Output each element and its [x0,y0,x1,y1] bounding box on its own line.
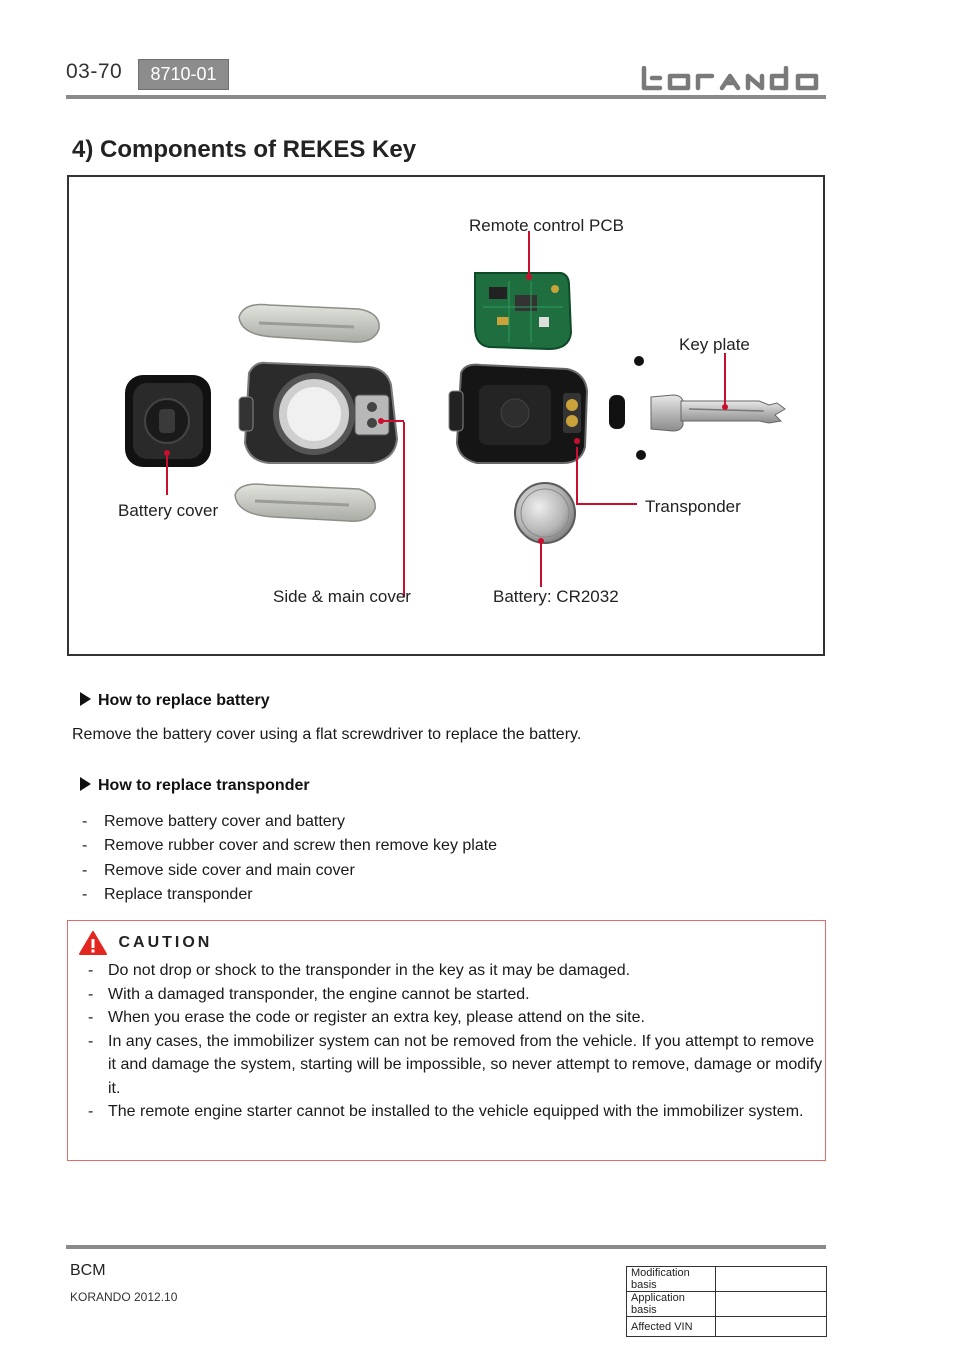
screw-parts [634,356,646,460]
modification-table [626,1266,827,1337]
warning-triangle-icon [78,930,108,956]
page-title: 4) Components of REKES Key [72,136,417,163]
rekes-key-illustration [69,177,823,654]
key-plate-part [651,395,785,431]
list-item: - Remove side cover and main cover [82,862,355,879]
header-rule [66,95,826,99]
page-number: 03-70 [66,60,123,83]
caution-title: CAUTION [118,934,213,951]
brand-logo [640,66,828,97]
triangle-bullet-icon [80,692,91,706]
rear-housing-part [449,365,587,463]
label-battery-cover: Battery cover [118,501,219,520]
rubber-cover-part [609,395,625,429]
battery-coin-part [515,483,575,543]
list-item: - Do not drop or shock to the transponder in the key as it may be damaged. [88,962,631,979]
side-cover-bottom-part [235,484,375,521]
list-item: - Replace transponder [82,886,253,903]
caution-list [88,959,824,1124]
table-row [627,1292,827,1317]
label-transponder: Transponder [645,497,741,516]
footer-model: KORANDO 2012.10 [70,1290,178,1304]
table-row [627,1267,827,1292]
table-cell-label: Application basis [627,1292,716,1317]
table-cell-value [716,1292,827,1317]
table-row [627,1317,827,1337]
battery-section-heading: How to replace battery [80,692,270,710]
transponder-section-heading: How to replace transponder [80,777,310,795]
list-item: - In any cases, the immobilizer system can not be removed from the vehicle. If you attempt to remove it and damage the system, starting will be impossible, so never attempt to remove, damage or modify it. [88,1032,823,1097]
list-item: - Remove rubber cover and screw then remove key plate [82,837,498,854]
caution-box [67,920,826,1161]
list-item: - The remote engine starter cannot be installed to the vehicle equipped with the immobilizer system. [88,1103,804,1120]
table-cell-value [716,1317,827,1337]
label-key-plate: Key plate [679,335,750,354]
label-remote-pcb: Remote control PCB [469,216,624,235]
list-item: - With a damaged transponder, the engine cannot be started. [88,985,530,1003]
battery-section-text: Remove the battery cover using a flat screwdriver to replace the battery. [72,726,582,743]
label-side-main-cover: Side & main cover [273,587,411,606]
korando-logo-icon [640,66,828,92]
table-cell-label: Affected VIN [627,1317,716,1337]
footer-rule [66,1245,826,1249]
label-battery: Battery: CR2032 [493,587,619,606]
list-item: - Remove battery cover and battery [82,813,346,830]
table-cell-value [716,1267,827,1292]
side-cover-top-part [239,305,379,343]
section-code-badge: 8710-01 [138,59,229,90]
components-figure [67,175,825,656]
remote-pcb-part [475,273,571,349]
triangle-bullet-icon [80,777,91,791]
main-cover-part [239,363,397,463]
footer-section-name: BCM [70,1262,106,1279]
table-cell-label: Modification basis [627,1267,716,1292]
list-item: - When you erase the code or register an extra key, please attend on the site. [88,1009,645,1026]
caution-header [78,930,212,956]
